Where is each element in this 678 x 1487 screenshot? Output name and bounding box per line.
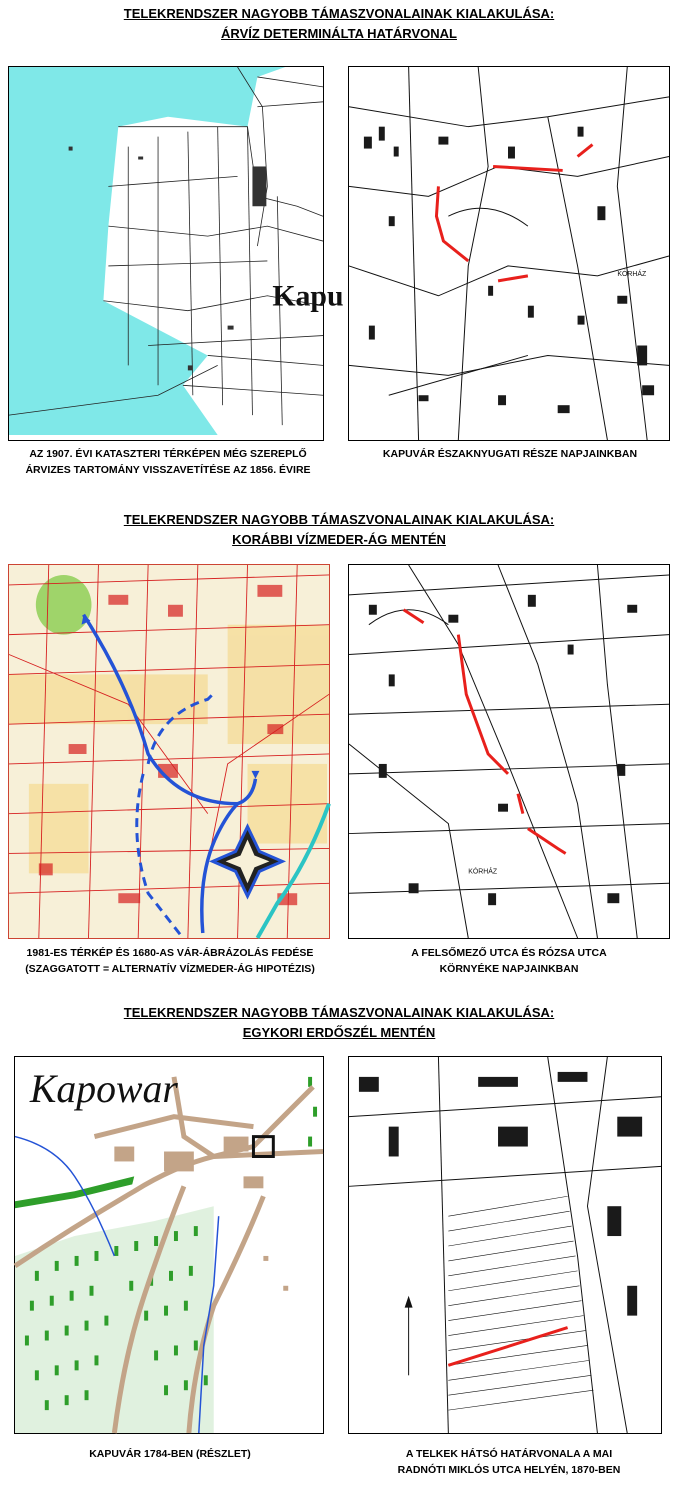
- flood-map-1907: [8, 66, 344, 441]
- flood-map-caption: [0, 446, 336, 478]
- radnoti-caption: [340, 1446, 678, 1478]
- kapu-map-label: Kapu: [272, 279, 344, 313]
- section-1-title-line1: TELEKRENDSZER NAGYOBB TÁMASZVONALAINAK KIALAKULÁSA:: [123, 6, 555, 21]
- section-2-title-line1: TELEKRENDSZER NAGYOBB TÁMASZVONALAINAK KIALAKULÁSA:: [123, 512, 555, 527]
- felsomezo-rozsa-map: [348, 564, 670, 939]
- section-3-title-line2: EGYKORI ERDŐSZÉL MENTÉN: [242, 1025, 436, 1040]
- felsomezo-map-caption-line2: KÖRNYÉKE NAPJAINKBAN: [439, 963, 579, 975]
- kapuvar-northwest-map: [348, 66, 670, 441]
- felsomezo-map-caption: [340, 945, 678, 977]
- overlay-map-caption: [0, 945, 340, 977]
- northwest-map-caption-line1: KAPUVÁR ÉSZAKNYUGATI RÉSZE NAPJAINKBAN: [382, 448, 638, 460]
- section-1-title-line2: ÁRVÍZ DETERMINÁLTA HATÁRVONAL: [221, 26, 457, 41]
- korhaz-label-1: KÓRHÁZ: [617, 270, 647, 278]
- section-3-heading: [0, 1003, 678, 1043]
- kapuvar-1784-map: [14, 1056, 324, 1434]
- radnoti-caption-line1: A TELKEK HÁTSÓ HATÁRVONALA A MAI: [405, 1448, 613, 1460]
- northwest-map-caption: [342, 446, 678, 462]
- flood-map-caption-line1: AZ 1907. ÉVI KATASZTERI TÉRKÉPEN MÉG SZEREPLŐ: [29, 448, 307, 460]
- flood-map-caption-line2: ÁRVIZES TARTOMÁNY VISSZAVETÍTÉSE AZ 1856. ÉVIRE: [25, 464, 311, 476]
- section-2-title-line2: KORÁBBI VÍZMEDER-ÁG MENTÉN: [232, 532, 446, 547]
- overlay-map-caption-line2: (SZAGGATOTT = ALTERNATÍV VÍZMEDER-ÁG HIPOTÉZIS): [25, 963, 315, 975]
- section-3-title-line1: TELEKRENDSZER NAGYOBB TÁMASZVONALAINAK KIALAKULÁSA:: [123, 1005, 555, 1020]
- kapuvar-1784-caption-line1: KAPUVÁR 1784-BEN (RÉSZLET): [89, 1448, 251, 1460]
- kapowar-map-label: Kapowar: [29, 1066, 178, 1111]
- kapuvar-1784-caption: [0, 1446, 340, 1462]
- overlay-map-caption-line1: 1981-ES TÉRKÉP ÉS 1680-AS VÁR-ÁBRÁZOLÁS FEDÉSE: [26, 947, 314, 959]
- felsomezo-map-caption-line1: A FELSŐMEZŐ UTCA ÉS RÓZSA UTCA: [411, 947, 607, 959]
- korhaz-label-2: KÓRHÁZ: [468, 868, 498, 876]
- radnoti-1870-map: [348, 1056, 662, 1434]
- section-1-heading: [0, 4, 678, 44]
- section-2-heading: [0, 510, 678, 550]
- overlay-map-1981-1680: [8, 564, 330, 939]
- radnoti-caption-line2: RADNÓTI MIKLÓS UTCA HELYÉN, 1870-BEN: [397, 1464, 621, 1476]
